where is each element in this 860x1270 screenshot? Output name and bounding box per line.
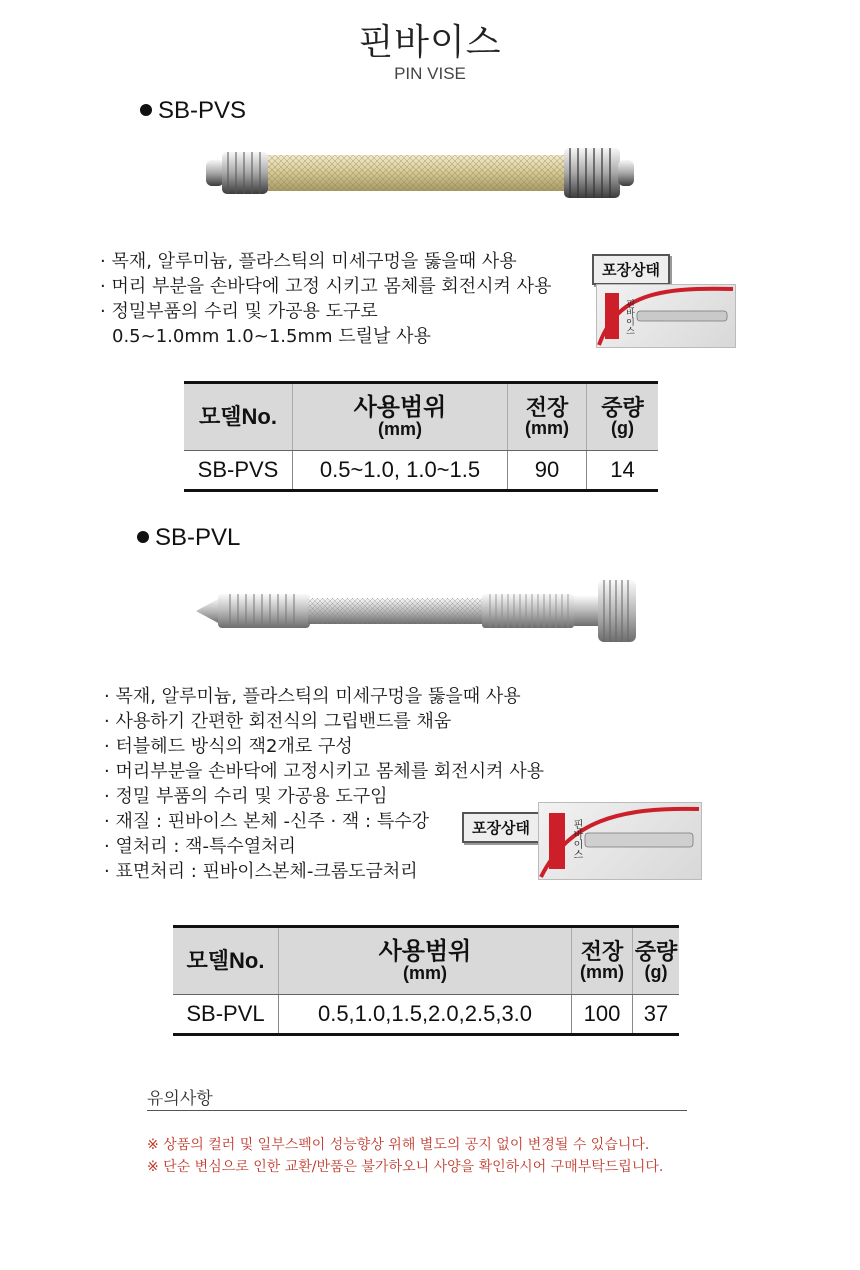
feature-item: · 정밀 부품의 수리 및 가공용 도구임 xyxy=(104,786,388,807)
table-cell: SB-PVS xyxy=(197,457,279,482)
page-subtitle: PIN VISE xyxy=(394,64,466,83)
bullet-icon xyxy=(137,531,149,543)
package-text: 핀바이스 xyxy=(624,299,634,335)
feature-item: · 머리 부분을 손바닥에 고정 시키고 몸체를 회전시켜 사용 xyxy=(100,276,552,297)
notice-line: ※ 단순 변심으로 인한 교환/반품은 불가하오니 사양을 확인하시어 구매부탁드립니다. xyxy=(147,1159,664,1175)
table-row xyxy=(173,995,679,1035)
notice-divider xyxy=(147,1110,687,1111)
package-image-pvl xyxy=(538,802,702,880)
spec-table-pvl xyxy=(173,925,679,1036)
bullet-icon xyxy=(140,104,152,116)
table-cell: SB-PVL xyxy=(186,1001,265,1026)
col-header-weight: 중량 (g) xyxy=(633,927,680,995)
col-header-length: 전장 (mm) xyxy=(572,927,633,995)
product-name: SB-PVL xyxy=(155,524,241,551)
package-image-pvs xyxy=(596,284,736,348)
col-header-model: 모델No. xyxy=(173,927,279,995)
table-cell: 37 xyxy=(633,995,680,1035)
feature-item: · 표면처리 : 핀바이스본체-크롬도금처리 xyxy=(104,861,418,882)
col-header-length: 전장 (mm) xyxy=(508,383,587,451)
spec-table-pvs xyxy=(184,381,658,492)
product-image-pvs xyxy=(200,140,640,210)
page-title: 핀바이스 xyxy=(358,22,502,63)
feature-item: 0.5~1.0mm 1.0~1.5mm 드릴날 사용 xyxy=(112,326,431,347)
table-cell: 0.5~1.0, 1.0~1.5 xyxy=(293,451,508,491)
product-heading-pvl xyxy=(137,524,240,552)
package-text: 핀바이스 xyxy=(571,819,582,859)
table-cell: 14 xyxy=(587,451,659,491)
notice-line: ※ 상품의 컬러 및 일부스펙이 성능향상 위해 별도의 공지 없이 변경될 수 있습니다. xyxy=(147,1137,650,1153)
feature-item: · 목재, 알루미늄, 플라스틱의 미세구멍을 뚫을때 사용 xyxy=(104,686,521,707)
feature-item: · 정밀부품의 수리 및 가공용 도구로 xyxy=(100,301,378,322)
col-header-weight: 중량 (g) xyxy=(587,383,659,451)
col-header-model: 모델No. xyxy=(184,383,293,451)
feature-item: · 재질 : 핀바이스 본체 -신주 · 잭 : 특수강 xyxy=(104,811,429,832)
package-label-pvs: 포장상태 xyxy=(592,254,670,285)
col-header-range: 사용범위 (mm) xyxy=(293,383,508,451)
col-header-range: 사용범위 (mm) xyxy=(279,927,572,995)
notice-title: 유의사항 xyxy=(147,1089,213,1109)
table-row xyxy=(184,451,658,491)
table-cell: 0.5,1.0,1.5,2.0,2.5,3.0 xyxy=(279,995,572,1035)
feature-item: · 사용하기 간편한 회전식의 그립밴드를 채움 xyxy=(104,711,452,732)
feature-item: · 목재, 알루미늄, 플라스틱의 미세구멍을 뚫을때 사용 xyxy=(100,251,517,272)
product-image-pvl xyxy=(190,576,640,646)
feature-list-pvl xyxy=(104,684,544,884)
product-heading-pvs xyxy=(140,97,246,125)
product-name: SB-PVS xyxy=(158,97,247,124)
feature-item: · 열처리 : 잭-특수열처리 xyxy=(104,836,296,857)
feature-list-pvs xyxy=(100,249,551,349)
feature-item: · 터블헤드 방식의 잭2개로 구성 xyxy=(104,736,353,757)
feature-item: · 머리부분을 손바닥에 고정시키고 몸체를 회전시켜 사용 xyxy=(104,761,544,782)
package-label-pvl: 포장상태 xyxy=(462,812,540,843)
table-cell: 100 xyxy=(572,995,633,1035)
table-cell: 90 xyxy=(508,451,587,491)
